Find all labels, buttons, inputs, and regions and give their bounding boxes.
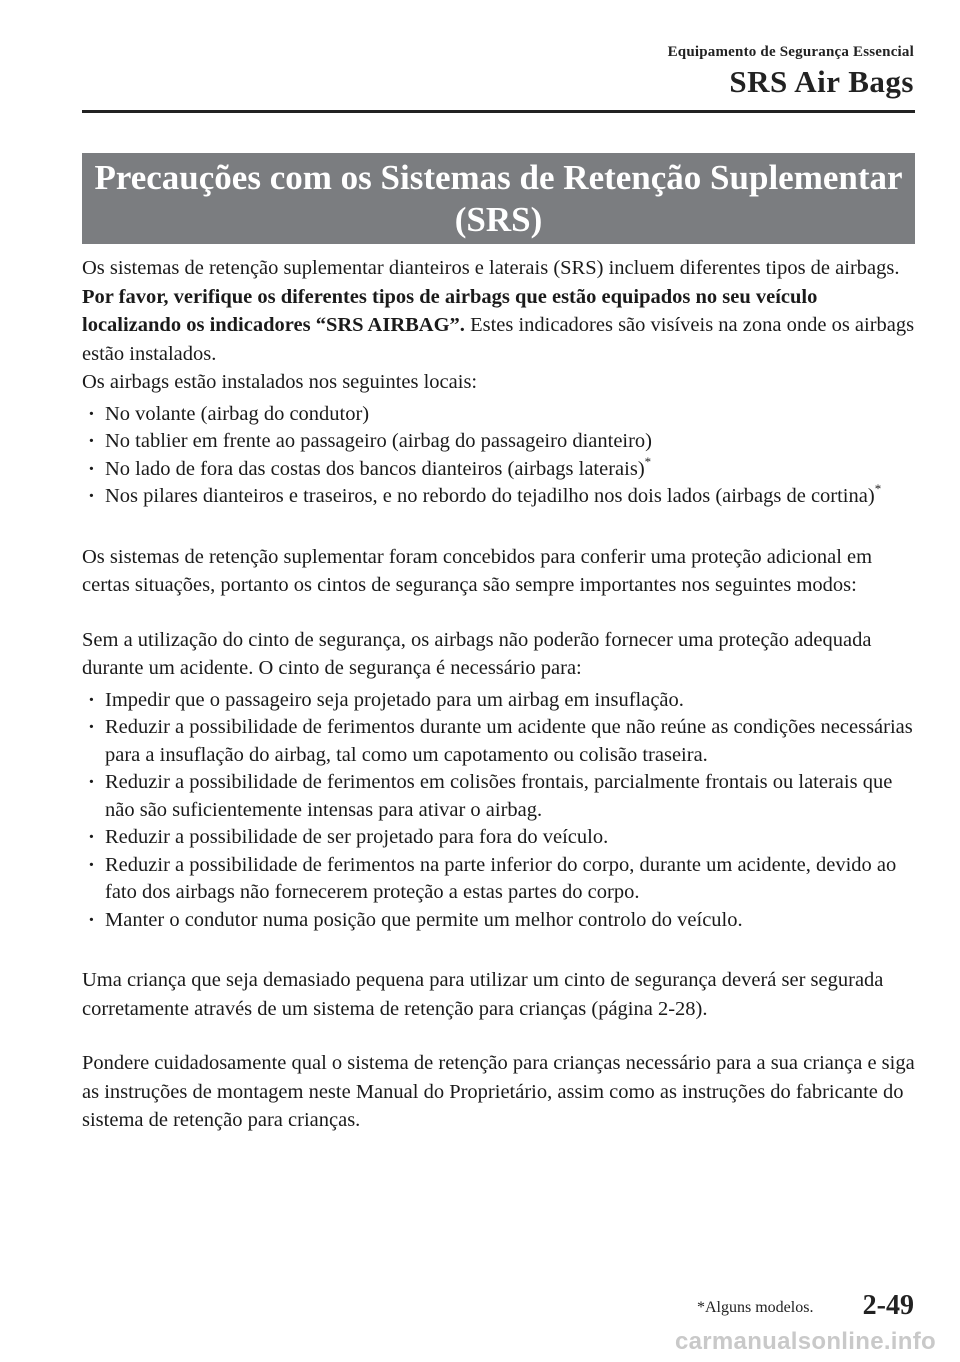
list-item: · No volante (airbag do condutor) — [105, 401, 915, 429]
list-item: · Reduzir a possibilidade de ferimentos durante um acidente que não reúne as condições necessárias para a insuflação do airbag, tal como um capotamento ou colisão traseira. — [105, 714, 915, 769]
banner-title-line1: Precauções com os Sistemas de Retenção Suplementar — [94, 158, 903, 197]
header-section: Equipamento de Segurança Essencial — [667, 44, 914, 60]
list-item: · No tablier em frente ao passageiro (airbag do passageiro dianteiro) — [105, 428, 915, 456]
footnote-marker: * — [874, 481, 882, 496]
watermark: carmanualsonline.info — [674, 1328, 936, 1355]
seatbelt-reasons-list — [82, 687, 915, 935]
page-number: 2-49 — [862, 1290, 914, 1321]
intro-text-end: Estes indicadores são visíveis na zona onde os airbags estão instalados. — [82, 314, 915, 365]
header-divider — [82, 110, 915, 113]
list-item: · Reduzir a possibilidade de ferimentos em colisões frontais, parcialmente frontais ou laterais que não são suficientemente intensas para ativar o airbag. — [105, 769, 915, 824]
footnote-marker: * — [644, 453, 652, 469]
intro-paragraph — [82, 254, 915, 368]
list-item: · Impedir que o passageiro seja projetado para um airbag em insuflação. — [105, 687, 915, 715]
list-item: · Manter o condutor numa posição que permite um melhor controlo do veículo. — [105, 907, 915, 935]
paragraph-purpose: Os sistemas de retenção suplementar foram concebidos para conferir uma proteção adicional em certas situações, portanto os cintos de segurança são sempre importantes nos seguintes modos: — [82, 545, 873, 596]
banner-title-line2: (SRS) — [454, 200, 543, 239]
paragraph-child-restraint: Pondere cuidadosamente qual o sistema de retenção para crianças necessário para a sua criança e siga as instruções de montagem neste Manual do Proprietário, assim como as instruções do fabricante do sistema de retenção para crianças. — [82, 1052, 915, 1131]
intro-bold-instruction: Por favor, verifique os diferentes tipos de airbags que estão equipados no seu veículo localizando os indicadores “SRS AIRBAG”. — [82, 285, 818, 336]
list-item: · Nos pilares dianteiros e traseiros, e no rebordo do tejadilho nos dois lados (airbags de cortina)* — [105, 483, 915, 511]
section-banner — [82, 153, 915, 244]
list-item: · Reduzir a possibilidade de ser projetado para fora do veículo. — [105, 824, 915, 852]
header-title: SRS Air Bags — [729, 64, 914, 99]
page-content — [82, 254, 915, 1135]
airbag-locations-list — [82, 401, 915, 511]
list-item: · Reduzir a possibilidade de ferimentos na parte inferior do corpo, durante um acidente, devido ao fato dos airbags não fornecerem proteção a estas partes do corpo. — [105, 852, 915, 907]
paragraph-child: Uma criança que seja demasiado pequena para utilizar um cinto de segurança deverá ser segurada corretamente através de um sistema de retenção para crianças (página 2-28). — [82, 969, 884, 1020]
paragraph-seatbelt: Sem a utilização do cinto de segurança, os airbags não poderão fornecer uma proteção adequada durante um acidente. O cinto de segurança é necessário para: — [82, 628, 872, 679]
list-item: · No lado de fora das costas dos bancos dianteiros (airbags laterais)* — [105, 456, 915, 484]
footnote: *Alguns modelos. — [697, 1299, 814, 1316]
locations-intro: Os airbags estão instalados nos seguintes locais: — [82, 371, 478, 393]
intro-text: Os sistemas de retenção suplementar dianteiros e laterais (SRS) incluem diferentes tipos de airbags. — [82, 257, 900, 279]
